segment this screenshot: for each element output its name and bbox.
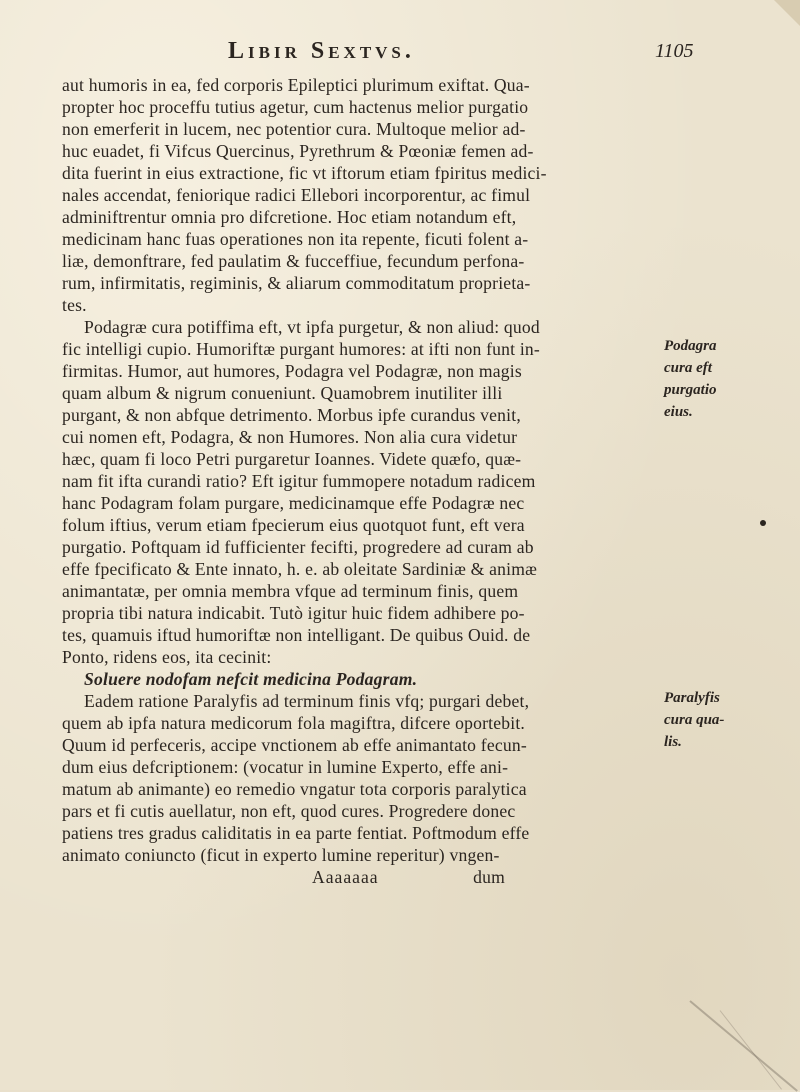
text-line: tes. bbox=[62, 295, 87, 315]
page-header bbox=[0, 38, 800, 68]
text-line: dum eius defcriptionem: (vocatur in lumine Experto, effe ani- bbox=[62, 757, 509, 777]
text-line: adminiftrentur omnia pro difcretione. Hoc etiam notandum eft, bbox=[62, 207, 517, 227]
running-head: Libir Sextvs. bbox=[228, 38, 415, 64]
page-corner-fold bbox=[774, 0, 800, 26]
text-line: patiens tres gradus caliditatis in ea parte fentiat. Poftmodum effe bbox=[62, 823, 530, 843]
text-line: matum ab animante) eo remedio vngatur tota corporis paralytica bbox=[62, 779, 527, 799]
text-line: propter hoc proceffu tutius agetur, cum hactenus melior purgatio bbox=[62, 97, 529, 117]
page-number: 1105 bbox=[655, 40, 694, 62]
text-line: aut humoris in ea, fed corporis Epileptici plurimum exiftat. Qua- bbox=[62, 75, 530, 95]
text-line: firmitas. Humor, aut humores, Podagra vel Podagræ, non magis bbox=[62, 361, 522, 381]
margin-note-paralysis: Paralyfis bbox=[664, 690, 720, 706]
text-line: folum iftius, verum etiam fpecierum eius quotquot funt, eft vera bbox=[62, 515, 525, 535]
margin-note-podagra: cura eft bbox=[664, 360, 712, 376]
text-line: rum, infirmitatis, regiminis, & aliarum commoditatum proprieta- bbox=[62, 273, 531, 293]
text-line: huc euadet, fi Vifcus Quercinus, Pyrethrum & Pœoniæ femen ad- bbox=[62, 141, 534, 161]
paragraph-start-line: Podagræ cura potiffima eft, vt ipfa purgetur, & non aliud: quod bbox=[84, 317, 540, 337]
page-crease bbox=[689, 1000, 798, 1092]
text-line: liæ, demonftrare, fed paulatim & fucceffiue, fecundum perfona- bbox=[62, 251, 525, 271]
text-line: pars et fi cutis auellatur, non eft, quod cures. Progredere donec bbox=[62, 801, 516, 821]
body-text bbox=[62, 74, 642, 888]
margin-note-podagra: Podagra bbox=[664, 338, 717, 354]
margin-note-podagra: purgatio bbox=[664, 382, 717, 398]
text-line: propria tibi natura indicabit. Tutò igitur huic fidem adhibere po- bbox=[62, 603, 525, 623]
margin-note-paralysis: cura qua- bbox=[664, 712, 725, 728]
text-line: hanc Podagram folam purgare, medicinamque effe Podagræ nec bbox=[62, 493, 525, 513]
text-line: animantatæ, per omnia membra vfque ad terminum finis, quem bbox=[62, 581, 519, 601]
text-line: effe fpecificato & Ente innato, h. e. ab oleitate Sardiniæ & animæ bbox=[62, 559, 538, 579]
ovid-quotation: Soluere nodofam nefcit medicina Podagram. bbox=[84, 669, 418, 689]
text-line: nales accendat, feniorique radici Ellebori incorporentur, ac fimul bbox=[62, 185, 531, 205]
text-line: Ponto, ridens eos, ita cecinit: bbox=[62, 647, 272, 667]
paragraph-start-line: Eadem ratione Paralyfis ad terminum finis vfq; purgari debet, bbox=[84, 691, 530, 711]
margin-note-podagra: eius. bbox=[664, 404, 693, 420]
text-line: tes, quamuis iftud humoriftæ non intelligant. De quibus Ouid. de bbox=[62, 625, 531, 645]
page-crease-secondary bbox=[720, 1010, 782, 1089]
text-line: purgatio. Poftquam id fufficienter fecifti, progredere ad curam ab bbox=[62, 537, 534, 557]
text-line: medicinam hanc fuas operationes non ita repente, ficuti folent a- bbox=[62, 229, 529, 249]
text-line: hæc, quam fi loco Petri purgaretur Ioannes. Videte quæfo, quæ- bbox=[62, 449, 522, 469]
ink-spot bbox=[760, 520, 766, 526]
text-line: quam album & nigrum conueniunt. Quamobrem inutiliter illi bbox=[62, 383, 503, 403]
signature-mark: Aaaaaaa bbox=[312, 867, 379, 887]
text-line: nam fit ifta curandi ratio? Eft igitur fummopere notadum radicem bbox=[62, 471, 536, 491]
text-line: fic intelligi cupio. Humoriftæ purgant humores: at ifti non funt in- bbox=[62, 339, 540, 359]
text-line: animato coniuncto (ficut in experto lumine reperitur) vngen- bbox=[62, 845, 500, 865]
catchword: dum bbox=[473, 867, 506, 887]
text-line: non emerferit in lucem, nec potentior cura. Multoque melior ad- bbox=[62, 119, 526, 139]
text-line: dita fuerint in eius extractione, fic vt iftorum etiam fpiritus medici- bbox=[62, 163, 547, 183]
footer-line bbox=[62, 866, 642, 888]
text-line: purgant, & non abfque detrimento. Morbus ipfe curandus venit, bbox=[62, 405, 521, 425]
text-line: Quum id perfeceris, accipe vnctionem ab effe animantato fecun- bbox=[62, 735, 527, 755]
text-line: quem ab ipfa natura medicorum fola magiftra, difcere oportebit. bbox=[62, 713, 526, 733]
margin-note-paralysis: lis. bbox=[664, 734, 682, 750]
text-line: cui nomen eft, Podagra, & non Humores. Non alia cura videtur bbox=[62, 427, 518, 447]
